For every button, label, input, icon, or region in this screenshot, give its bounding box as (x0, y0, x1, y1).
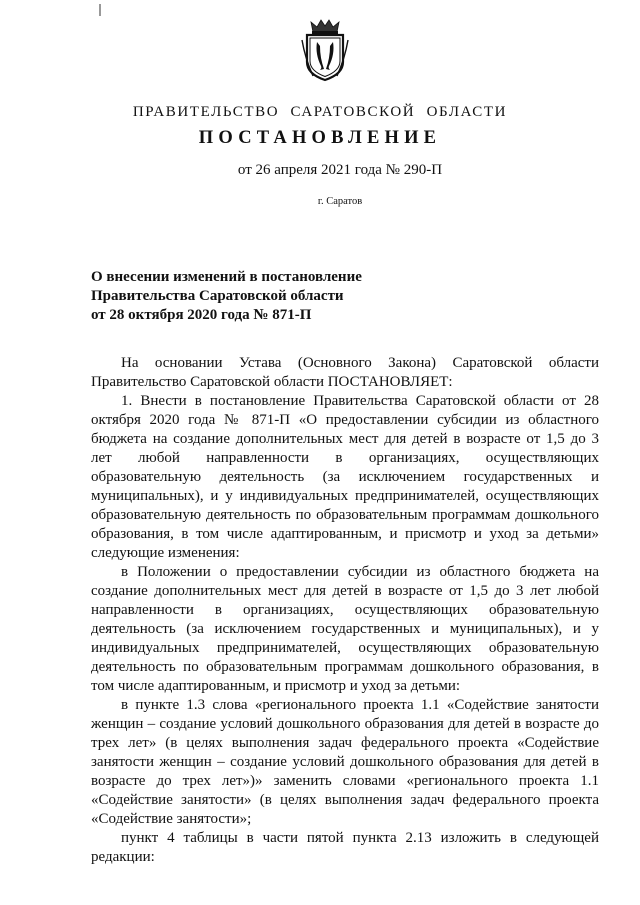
body-paragraph: На основании Устава (Основного Закона) Саратовской области Правительство Саратовской области ПОСТАНОВЛЯЕТ: (91, 355, 599, 390)
scan-artifact-mark (99, 4, 101, 16)
body-paragraph: 1. Внести в постановление Правительства Саратовской области от 28 октября 2020 года № 871-П «О предоставлении субсидии из областного бюджета на создание дополнительных мест для детей в возрасте от 1,5 до 3 лет любой направленности в организациях, осуществляющих образовательную деятельность (за исключением государственных и муниципальных), и у индивидуальных предпринимателей, осуществляющих образовательную деятельность по образовательным программам дошкольного образования, в том числе адаптированным, и присмотр и уход за детьми» следующие изменения: (91, 393, 599, 561)
title-line: О внесении изменений в постановление (91, 269, 362, 285)
document-city: г. Саратов (317, 196, 363, 207)
document-body (91, 354, 599, 867)
body-paragraph: пункт 4 таблицы в части пятой пункта 2.13 изложить в следующей редакции: (91, 830, 599, 865)
document-date: от 26 апреля 2021 года № 290-П (237, 162, 443, 178)
document-type: ПОСТАНОВЛЕНИЕ (198, 128, 442, 148)
body-paragraph: в Положении о предоставлении субсидии из областного бюджета на создание дополнительных мест для детей в возрасте от 1,5 до 3 лет любой направленности в организациях, осуществляющих образовательную деятельность (за исключением государственных и муниципальных), и у индивидуальных предпринимателей, осуществляющих образовательную деятельность по образовательным программам дошкольного образования, в том числе адаптированным, и присмотр и уход за детьми: (91, 564, 599, 694)
government-name: ПРАВИТЕЛЬСТВО САРАТОВСКОЙ ОБЛАСТИ (132, 104, 508, 120)
title-line: от 28 октября 2020 года № 871-П (91, 307, 312, 323)
body-paragraph: в пункте 1.3 слова «регионального проекта 1.1 «Содействие занятости женщин – создание условий дошкольного образования для детей в возрасте до трех лет» (в целях выполнения задач федерального проекта «Содействие занятости женщин – создание условий дошкольного образования для детей в возрасте до трех лет»)» заменить словами «регионального проекта 1.1 «Содействие занятости» (в целях выполнения задач федерального проекта «Содействие занятости»; (91, 697, 599, 827)
document-title (91, 268, 362, 325)
coat-of-arms-icon (299, 18, 351, 82)
title-line: Правительства Саратовской области (91, 288, 344, 304)
